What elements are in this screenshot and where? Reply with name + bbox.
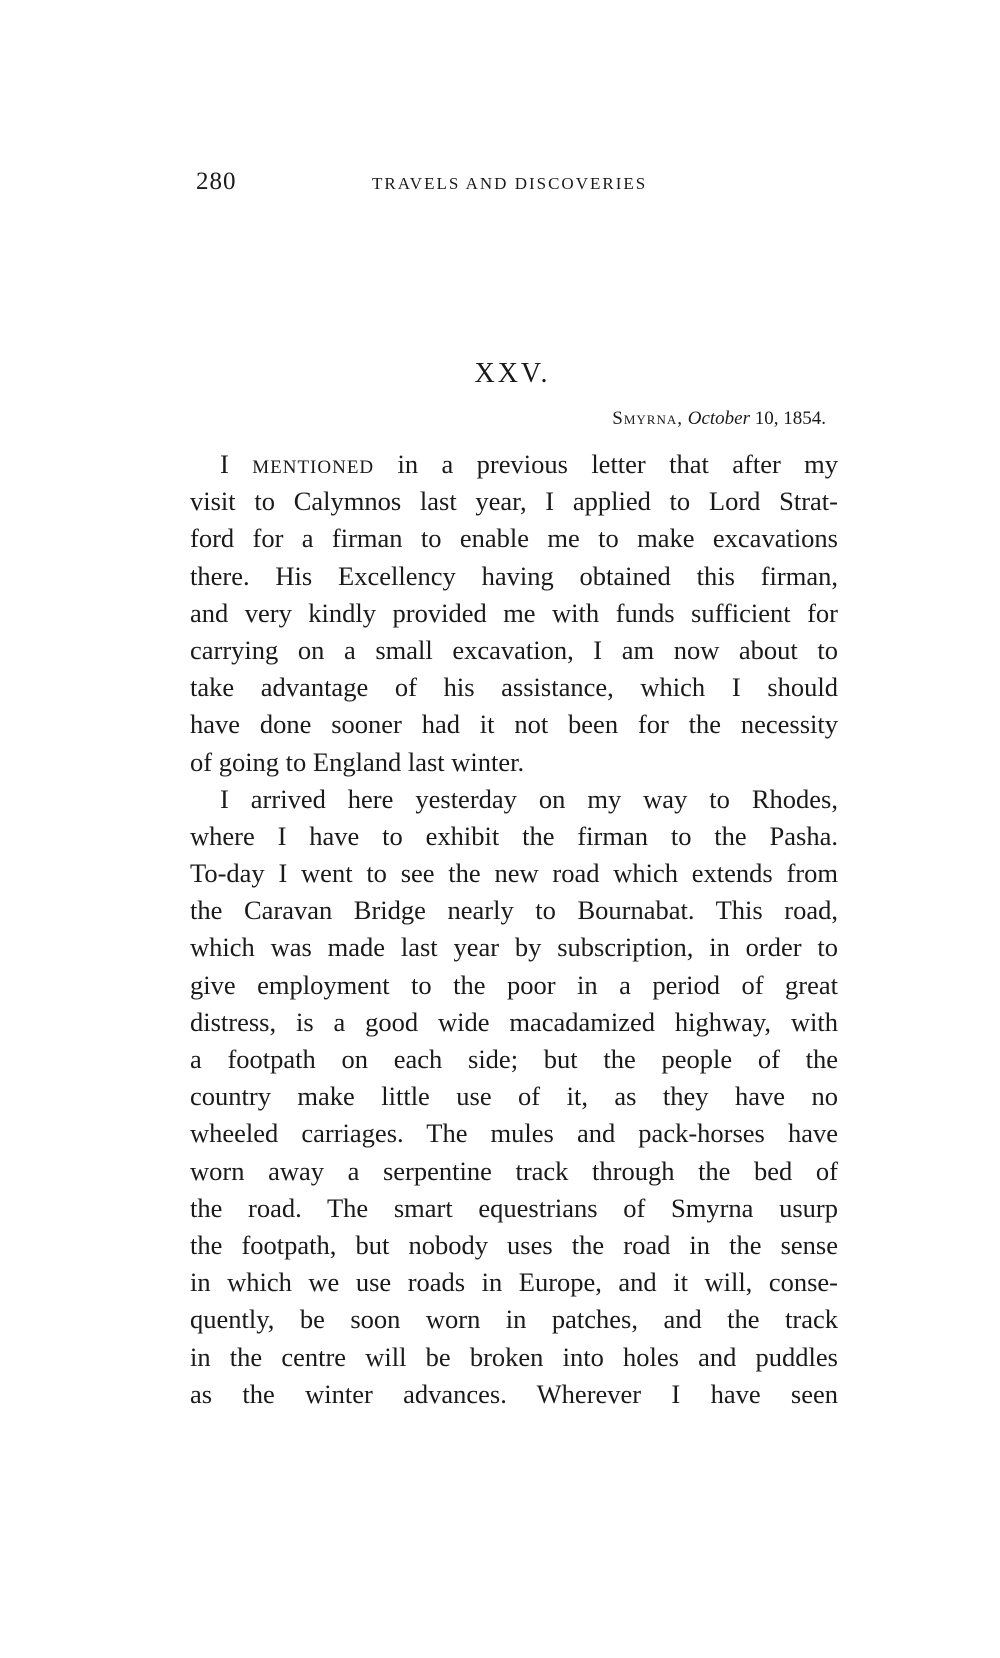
dateline-month: October [687,408,750,429]
dateline [612,408,826,430]
chapter-number: XXV. [474,358,551,389]
paragraph-line: wheeled carriages. The mules and pack-horses have [190,1118,838,1149]
paragraph-line: the footpath, but nobody uses the road in the sense [190,1229,838,1260]
paragraph-line: country make little use of it, as they have no [190,1081,838,1112]
paragraph-line: distress, is a good wide macadamized highway, with [190,1006,838,1037]
paragraph-line: visit to Calymnos last year, I applied to Lord Strat- [190,486,838,517]
paragraph-line: as the winter advances. Wherever I have seen [190,1378,838,1409]
paragraph-line: in the centre will be broken into holes and puddles [190,1341,838,1372]
paragraph-line: the Caravan Bridge nearly to Bournabat. This road, [190,895,838,926]
opening-word: I [220,449,229,479]
paragraph-line: ford for a firman to enable me to make excavations [190,523,838,554]
body-text [190,446,838,1413]
paragraph-line: I arrived here yesterday on my way to Rhodes, [220,783,838,814]
paragraph-2 [190,781,838,1413]
paragraph-line: have done sooner had it not been for the necessity [190,709,838,740]
paragraph-line: carrying on a small excavation, I am now about to [190,634,838,665]
paragraph-line: the road. The smart equestrians of Smyrna usurp [190,1192,838,1223]
paragraph-line: To-day I went to see the new road which extends from [190,858,838,889]
dateline-place: Smyrna, [612,408,683,429]
paragraph-line: and very kindly provided me with funds sufficient for [190,597,838,628]
paragraph-line: take advantage of his assistance, which I should [190,672,838,703]
paragraph-line: a footpath on each side; but the people of the [190,1044,838,1074]
paragraph-line: there. His Excellency having obtained this firman, [190,560,838,591]
paragraph-line: which was made last year by subscription, in order to [190,932,838,963]
paragraph-line: quently, be soon worn in patches, and the track [190,1304,838,1335]
paragraph-line: worn away a serpentine track through the bed of [190,1155,838,1186]
page-number: 280 [196,168,237,195]
paragraph-line [190,446,838,483]
paragraph-line: of going to England last winter. [190,746,525,777]
paragraph-1 [190,446,838,781]
paragraph-line: in which we use roads in Europe, and it will, conse- [190,1267,838,1298]
line-text: in a previous letter that after my [397,449,839,479]
paragraph-line: where I have to exhibit the firman to the Pasha. [190,820,838,851]
paragraph-line: give employment to the poor in a period of great [190,969,838,1000]
dateline-rest: 10, 1854. [754,408,826,429]
opening-smallcaps: mentioned [252,449,375,479]
running-head: TRAVELS AND DISCOVERIES [372,174,648,193]
